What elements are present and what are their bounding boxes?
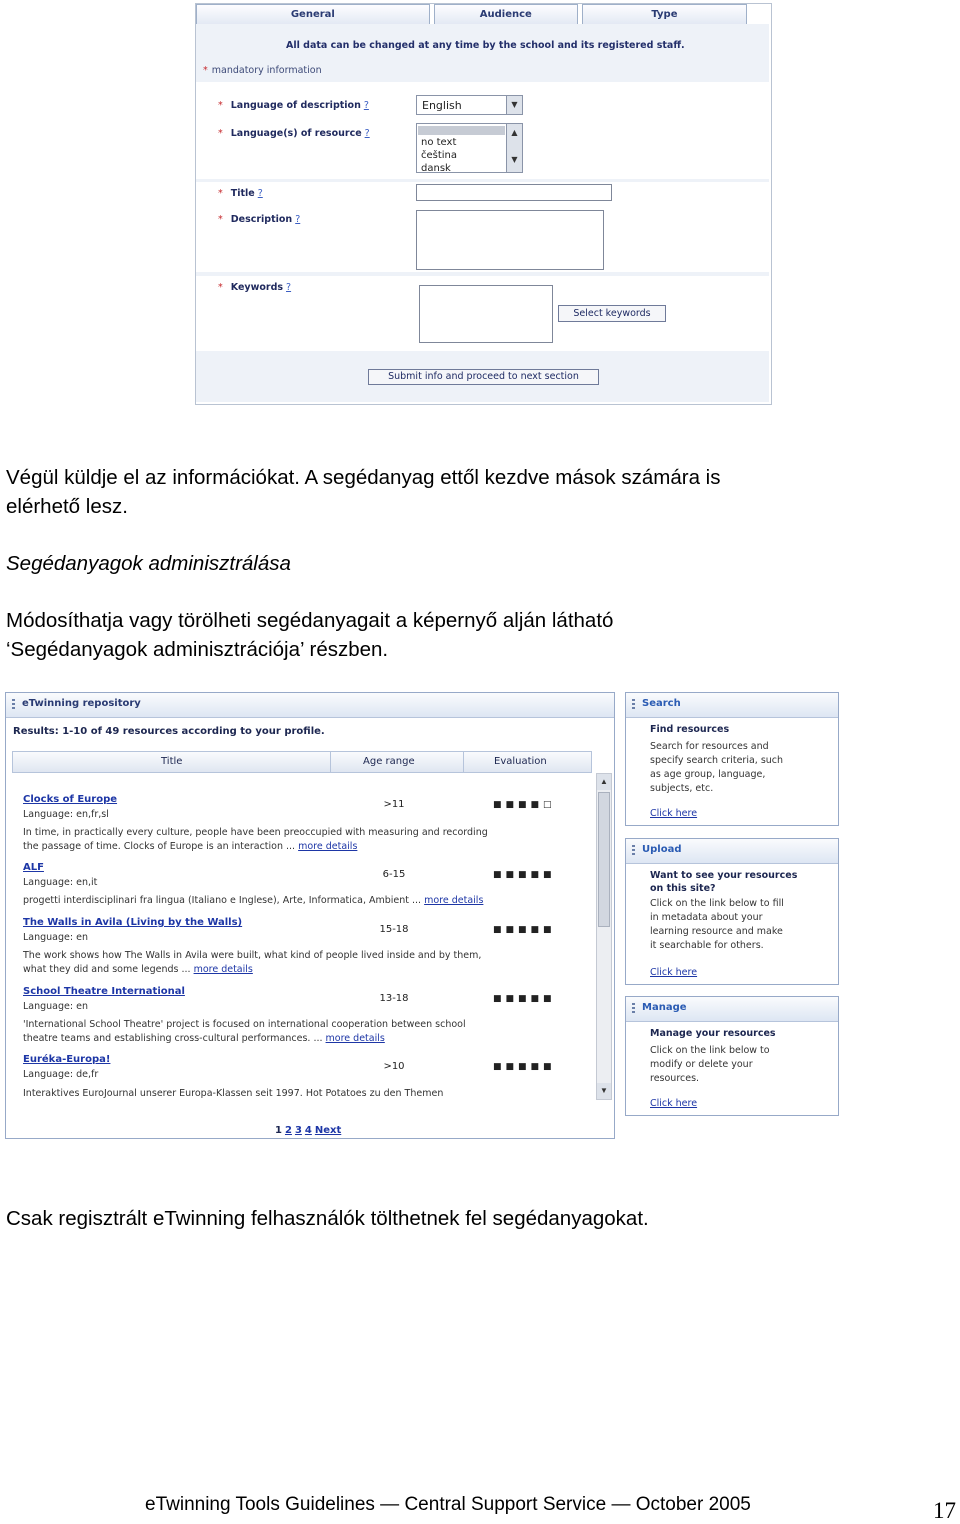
form-tabs: [196, 4, 751, 24]
list-selection: [418, 126, 505, 135]
manage-panel: [625, 996, 839, 1116]
chevron-up-icon[interactable]: ▲: [597, 774, 611, 790]
panel-text-line: it searchable for others.: [650, 940, 764, 951]
resource-title-link[interactable]: Clocks of Europe: [23, 794, 118, 805]
keywords-box[interactable]: [419, 285, 553, 343]
rating-stars: ■■■■■: [493, 870, 556, 880]
page-3-link[interactable]: 3: [294, 1125, 302, 1136]
required-marker: *: [218, 188, 223, 199]
description-text: progetti interdisciplinari fra lingua (Italiano e Inglese), Arte, Informatica, Ambient ...: [23, 895, 422, 906]
panel-text: [650, 897, 784, 953]
description-label: [218, 214, 300, 225]
panel-heading: Manage your resources: [650, 1028, 776, 1039]
panel-text-line: Search for resources and: [650, 741, 769, 752]
panel-text: [650, 740, 783, 796]
panel-heading: [650, 869, 797, 895]
rating-stars: ■■■■■: [493, 1062, 556, 1072]
help-link[interactable]: ?: [364, 128, 370, 139]
help-link[interactable]: ?: [286, 282, 292, 293]
panel-text-line: modify or delete your: [650, 1059, 753, 1070]
resource-title-link[interactable]: ALF: [23, 862, 44, 873]
paragraph-1-line-1: Végül küldje el az információkat. A segédanyag ettől kezdve mások számára is: [6, 466, 721, 489]
submit-button[interactable]: Submit info and proceed to next section: [368, 369, 599, 385]
panel-text-line: resources.: [650, 1073, 700, 1084]
field-label: Language of description: [230, 100, 361, 111]
page-2-link[interactable]: 2: [284, 1125, 292, 1136]
form-note: All data can be changed at any time by the school and its registered staff.: [286, 40, 685, 51]
panel-heading-line: Want to see your resources: [650, 870, 798, 881]
select-value: English: [422, 99, 462, 112]
resource-language: Language: en: [23, 1001, 88, 1012]
panel-header: [626, 839, 838, 864]
chevron-up-icon[interactable]: ▲: [511, 128, 518, 137]
page-number: 17: [933, 1498, 956, 1523]
results-scrollbar[interactable]: [596, 773, 612, 1100]
paragraph-3: Csak regisztrált eTwinning felhasználók tölthetnek fel segédanyagokat.: [6, 1207, 649, 1230]
languages-of-resource-list[interactable]: [416, 123, 523, 173]
panel-text-line: Click on the link below to fill: [650, 898, 784, 909]
resource-description: [23, 826, 488, 854]
language-of-description-select[interactable]: [416, 95, 523, 115]
title-description-rows: [196, 182, 769, 272]
panel-header: [6, 693, 614, 718]
keywords-row: [196, 276, 769, 351]
description-text: theatre teams and establishing cross-cultural performances. ...: [23, 1033, 323, 1044]
panel-text-line: specify search criteria, such: [650, 755, 784, 766]
search-panel: [625, 692, 839, 826]
more-details-link[interactable]: more details: [298, 841, 358, 852]
required-marker: *: [218, 128, 223, 139]
age-range: 13-18: [379, 993, 409, 1004]
resource-description: [23, 1018, 466, 1046]
list-item[interactable]: no text: [421, 137, 457, 148]
more-details-link[interactable]: more details: [424, 895, 484, 906]
resource-language: Language: de,fr: [23, 1069, 99, 1080]
resource-title-link[interactable]: Euréka-Europa!: [23, 1054, 111, 1065]
chevron-down-icon[interactable]: ▼: [506, 96, 522, 114]
panel-text-line: in metadata about your: [650, 912, 763, 923]
languages-of-resource-label: [218, 128, 370, 139]
panel-heading-line: on this site?: [650, 883, 716, 894]
section-heading: Segédanyagok adminisztrálása: [6, 552, 291, 575]
page-4-link[interactable]: 4: [304, 1125, 312, 1136]
age-range: >10: [383, 1061, 405, 1072]
column-divider: [330, 752, 331, 772]
tab-type[interactable]: Type: [582, 4, 747, 24]
help-link[interactable]: ?: [363, 100, 369, 111]
mandatory-label: mandatory information: [211, 65, 322, 76]
panel-text-line: as age group, language,: [650, 769, 766, 780]
list-scrollbar[interactable]: [506, 124, 522, 172]
tab-general[interactable]: General: [196, 4, 430, 24]
description-textarea[interactable]: [416, 210, 604, 270]
search-click-here-link[interactable]: Click here: [650, 808, 698, 819]
panel-text: [650, 1044, 770, 1086]
description-text-end: [23, 840, 488, 854]
paragraph-2-line-1: Módosíthatja vagy törölheti segédanyagait a képernyő alján látható: [6, 609, 614, 632]
panel-title: Search: [642, 698, 681, 709]
chevron-down-icon[interactable]: ▼: [597, 1083, 611, 1099]
panel-text-line: learning resource and make: [650, 926, 783, 937]
panel-title: Manage: [642, 1002, 687, 1013]
age-range: >11: [383, 799, 405, 810]
grip-icon[interactable]: [12, 699, 15, 711]
language-options: [421, 136, 457, 173]
rating-stars: ■■■■□: [493, 800, 556, 810]
resource-language: Language: en,it: [23, 877, 98, 888]
next-page-link[interactable]: Next: [314, 1125, 342, 1136]
rating-stars: ■■■■■: [493, 994, 556, 1004]
description-text: The work shows how The Walls in Avila were built, what kind of people lived inside and by them,: [23, 950, 482, 961]
resource-title-link[interactable]: School Theatre International: [23, 986, 185, 997]
field-label: Language(s) of resource: [230, 128, 362, 139]
page-1[interactable]: 1: [275, 1125, 282, 1136]
resource-description: [23, 894, 483, 908]
description-text: 'International School Theatre' project is focused on international cooperation between school: [23, 1019, 466, 1030]
panel-text-line: Click on the link below to: [650, 1045, 770, 1056]
description-text: In time, in practically every culture, people have been preoccupied with measuring and recording: [23, 827, 488, 838]
field-label: Title: [230, 188, 255, 199]
panel-title: eTwinning repository: [22, 698, 141, 709]
column-evaluation[interactable]: Evaluation: [494, 756, 547, 767]
panel-text-line: subjects, etc.: [650, 783, 714, 794]
mandatory-note: [203, 65, 322, 76]
field-label: Description: [230, 214, 293, 225]
chevron-down-icon[interactable]: ▼: [511, 155, 518, 164]
panel-header: [626, 997, 838, 1022]
repository-panel: [5, 692, 615, 1139]
more-details-link[interactable]: more details: [325, 1033, 385, 1044]
age-range: 6-15: [382, 869, 406, 880]
age-range: 15-18: [379, 924, 409, 935]
required-marker: *: [218, 100, 223, 111]
description-text: what they did and some legends ...: [23, 964, 191, 975]
resource-description: Interaktives EuroJournal unserer Europa-Klassen seit 1997. Hot Potatoes zu den Themen: [23, 1088, 444, 1099]
list-item[interactable]: dansk: [421, 163, 451, 173]
help-link[interactable]: ?: [295, 214, 301, 225]
description-text: the passage of time. Clocks of Europe is an interaction ...: [23, 841, 296, 852]
select-keywords-button[interactable]: Select keywords: [558, 305, 666, 322]
resource-description: [23, 949, 481, 977]
list-item[interactable]: čeština: [421, 150, 458, 161]
more-details-link[interactable]: more details: [193, 964, 253, 975]
column-divider: [463, 752, 464, 772]
grip-icon[interactable]: [632, 1003, 635, 1015]
resource-language: Language: en: [23, 932, 88, 943]
title-input[interactable]: [416, 184, 612, 201]
resource-form-screenshot: [195, 3, 772, 405]
language-rows: [196, 82, 769, 179]
results-count: Results: 1-10 of 49 resources according to your profile.: [13, 726, 325, 737]
panel-header: [626, 693, 838, 718]
keywords-label: [218, 282, 291, 293]
title-label: [218, 188, 263, 199]
resource-language: Language: en,fr,sl: [23, 809, 109, 820]
description-text-end: [23, 1032, 466, 1046]
description-text-end: [23, 963, 481, 977]
upload-click-here-link[interactable]: Click here: [650, 967, 698, 978]
resource-title-link[interactable]: The Walls in Avila (Living by the Walls): [23, 917, 243, 928]
field-label: Keywords: [230, 282, 284, 293]
column-title[interactable]: Title: [161, 756, 183, 767]
rating-stars: ■■■■■: [493, 925, 556, 935]
grip-icon[interactable]: [632, 699, 635, 711]
column-age-range[interactable]: Age range: [363, 756, 415, 767]
column-headers: [12, 751, 592, 773]
page-footer: eTwinning Tools Guidelines — Central Support Service — October 2005: [145, 1494, 751, 1515]
help-link[interactable]: ?: [257, 188, 263, 199]
manage-click-here-link[interactable]: Click here: [650, 1098, 698, 1109]
required-marker: *: [203, 65, 208, 76]
tab-audience[interactable]: Audience: [434, 4, 578, 24]
upload-panel: [625, 838, 839, 985]
grip-icon[interactable]: [632, 845, 635, 857]
pagination: [275, 1125, 344, 1136]
language-of-description-label: [218, 100, 369, 111]
form-panel: [196, 24, 769, 402]
required-marker: *: [218, 214, 223, 225]
scrollbar-thumb[interactable]: [598, 792, 610, 927]
paragraph-2-line-2: ‘Segédanyagok adminisztrációja’ részben.: [6, 638, 389, 661]
required-marker: *: [218, 282, 223, 293]
paragraph-1-line-2: elérhető lesz.: [6, 495, 128, 518]
panel-heading: Find resources: [650, 724, 730, 735]
panel-title: Upload: [642, 844, 682, 855]
